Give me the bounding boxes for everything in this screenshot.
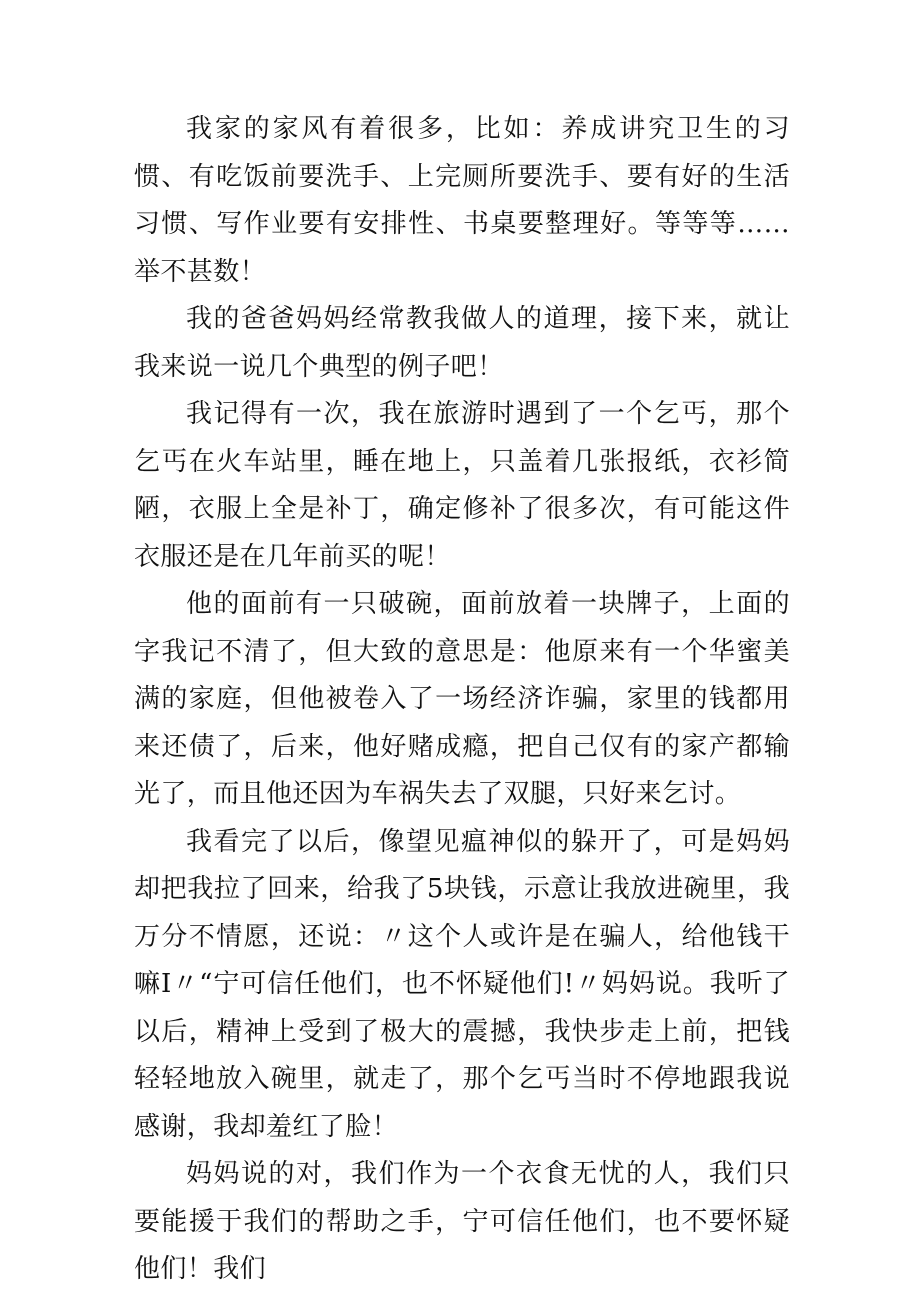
paragraph-mother-money: 我看完了以后，像望见瘟神似的躲开了，可是妈妈却把我拉了回来，给我了5块钱，示意让我放进碗里，我万分不情愿，还说：〃这个人或许是在骗人，给他钱干嘛I〃“宁可信任他们，也不怀疑他们!〃妈妈说。我听了以后，精神上受到了极大的震撼，我快步走上前，把钱轻轻地放入碗里，就走了，那个乞丐当时不停地跟我说感谢，我却羞红了脸！ xyxy=(134,826,790,1142)
paragraph-conclusion: 妈妈说的对，我们作为一个衣食无忧的人，我们只要能援于我们的帮助之手，宁可信任他们，也不要怀疑他们！我们 xyxy=(134,1159,790,1284)
paragraph-beggar-encounter: 我记得有一次，我在旅游时遇到了一个乞丐，那个乞丐在火车站里，睡在地上，只盖着几张报纸，衣衫简陋，衣服上全是补丁，确定修补了很多次，有可能这件衣服还是在几年前买的呢！ xyxy=(134,399,790,572)
paragraph-parents-teaching: 我的爸爸妈妈经常教我做人的道理，接下来，就让我来说一说几个典型的例子吧！ xyxy=(134,304,790,382)
paragraph-family-rules: 我家的家风有着很多，比如：养成讲究卫生的习惯、有吃饭前要洗手、上完厕所要洗手、要有好的生活习惯、写作业要有安排性、书桌要整理好。等等等……举不甚数！ xyxy=(134,114,790,287)
document-body xyxy=(134,106,790,1294)
paragraph-beggar-sign: 他的面前有一只破碗，面前放着一块牌子，上面的字我记不清了，但大致的意思是：他原来有一个华蜜美满的家庭，但他被卷入了一场经济诈骗，家里的钱都用来还债了，后来，他好赌成瘾，把自己仅有的家产都输光了，而且他还因为车祸失去了双腿，只好来乞讨。 xyxy=(134,589,790,809)
